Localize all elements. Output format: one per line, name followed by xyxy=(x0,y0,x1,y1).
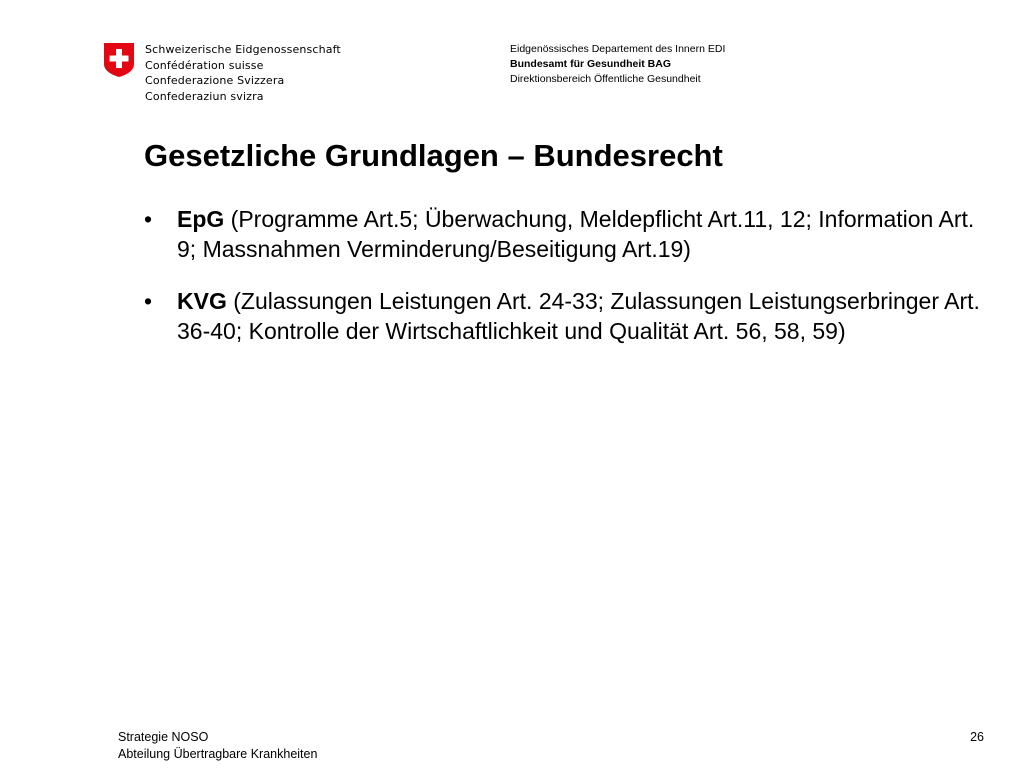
logo-line-rm: Confederaziun svizra xyxy=(145,89,264,103)
footer-department: Abteilung Übertragbare Krankheiten xyxy=(118,747,318,761)
department-info xyxy=(510,42,725,87)
bullet-marker: • xyxy=(144,206,153,232)
bullet-term: KVG xyxy=(177,288,227,314)
bullet-item-epg xyxy=(144,204,984,264)
bullet-item-kvg xyxy=(144,286,984,346)
department-name: Eidgenössisches Departement des Innern EDI xyxy=(510,43,726,55)
logo-line-it: Confederazione Svizzera xyxy=(145,74,285,87)
footer-strategy: Strategie NOSO xyxy=(118,730,209,744)
bullet-list xyxy=(144,204,984,368)
bullet-marker: • xyxy=(144,288,153,314)
office-name: Bundesamt für Gesundheit BAG xyxy=(510,58,672,70)
bullet-text: (Programme Art.5; Überwachung, Meldepflicht Art.11, 12; Information Art. 9; Massnahmen Verminderung/Beseitigung Art.19) xyxy=(177,206,975,262)
swiss-flag-icon xyxy=(103,42,135,78)
bullet-text: (Zulassungen Leistungen Art. 24-33; Zulassungen Leistungserbringer Art. 36-40; Kontrolle der Wirtschaftlichkeit und Qualität Art. 56, 58, 59) xyxy=(177,288,980,344)
bullet-term: EpG xyxy=(177,206,225,232)
logo-line-fr: Confédération suisse xyxy=(145,58,264,72)
slide-title: Gesetzliche Grundlagen – Bundesrecht xyxy=(144,138,723,173)
page-number: 26 xyxy=(970,730,984,744)
footer-info xyxy=(118,729,317,763)
federal-logo xyxy=(103,42,343,102)
division-name: Direktionsbereich Öffentliche Gesundheit xyxy=(510,73,701,85)
logo-line-de: Schweizerische Eidgenossenschaft xyxy=(145,43,341,56)
logo-wordmark xyxy=(145,42,341,104)
